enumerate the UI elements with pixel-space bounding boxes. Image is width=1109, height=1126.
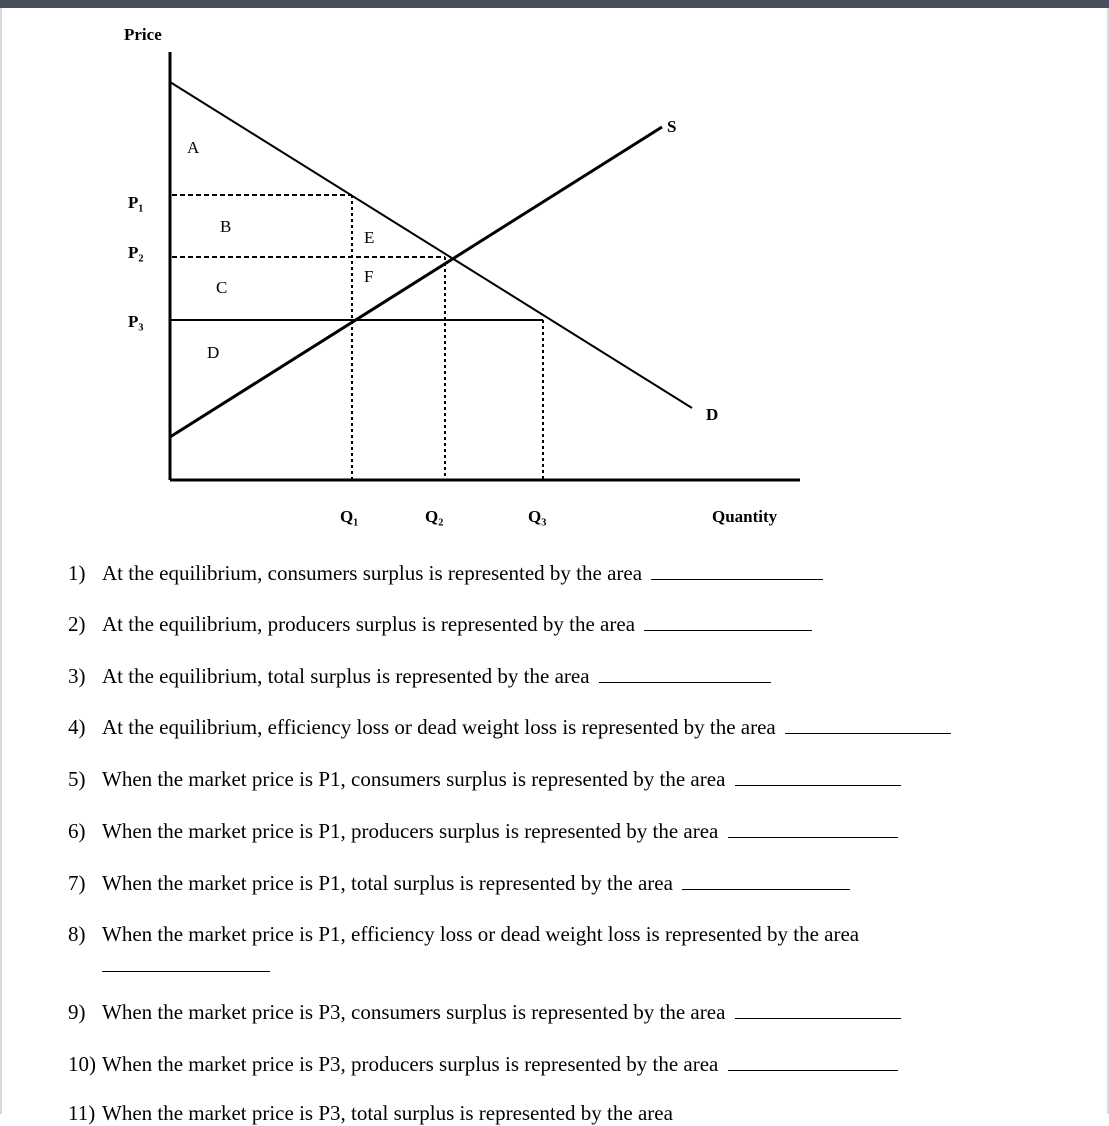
- question-5: [68, 766, 901, 792]
- answer-blank[interactable]: [785, 715, 951, 734]
- question-text: When the market price is P1, producers surplus is represented by the area: [102, 819, 719, 843]
- question-3: [68, 663, 771, 689]
- demand-curve-label: D: [706, 405, 719, 424]
- question-text: At the equilibrium, producers surplus is represented by the area: [102, 612, 636, 636]
- area-label-e: E: [364, 228, 375, 247]
- supply-curve: [170, 127, 662, 437]
- price-label-p2: P₂: [128, 243, 144, 262]
- question-8: [68, 921, 859, 947]
- question-number: 6): [68, 819, 86, 843]
- y-axis-label: Price: [124, 25, 162, 44]
- demand-curve: [170, 82, 692, 408]
- question-4: [68, 714, 951, 740]
- area-label-f: F: [364, 267, 374, 286]
- answer-blank[interactable]: [651, 561, 823, 580]
- answer-blank[interactable]: [728, 819, 898, 838]
- question-2: [68, 611, 812, 637]
- question-11: [68, 1100, 673, 1126]
- question-number: 1): [68, 561, 86, 585]
- area-label-d: D: [207, 343, 220, 362]
- question-number: 2): [68, 612, 86, 636]
- question-text: At the equilibrium, efficiency loss or dead weight loss is represented by the area: [102, 715, 776, 739]
- question-number: 11): [68, 1101, 96, 1125]
- question-number: 7): [68, 871, 86, 895]
- question-1: [68, 560, 823, 586]
- answer-blank[interactable]: [102, 970, 270, 972]
- question-number: 9): [68, 1000, 86, 1024]
- answer-blank[interactable]: [728, 1052, 898, 1071]
- quantity-label-q2: Q₂: [425, 507, 444, 526]
- answer-blank[interactable]: [644, 612, 812, 631]
- price-label-p1: P₁: [128, 193, 144, 212]
- question-text: At the equilibrium, consumers surplus is represented by the area: [102, 561, 643, 585]
- quantity-label-q3: Q₃: [528, 507, 547, 526]
- x-axis-label: Quantity: [712, 507, 778, 526]
- question-text: When the market price is P1, total surplus is represented by the area: [102, 871, 673, 895]
- question-text: When the market price is P1, efficiency loss or dead weight loss is represented by the area: [102, 922, 860, 946]
- question-number: 5): [68, 767, 86, 791]
- area-label-a: A: [187, 138, 200, 157]
- question-number: 4): [68, 715, 86, 739]
- question-number: 8): [68, 922, 86, 946]
- supply-curve-label: S: [667, 117, 677, 136]
- question-text: When the market price is P1, consumers surplus is represented by the area: [102, 767, 726, 791]
- question-text: When the market price is P3, consumers surplus is represented by the area: [102, 1000, 726, 1024]
- answer-blank[interactable]: [599, 664, 771, 683]
- question-10: [68, 1051, 898, 1077]
- question-number: 10): [68, 1052, 96, 1076]
- price-label-p3: P₃: [128, 312, 144, 331]
- question-text: When the market price is P3, total surplus is represented by the area: [102, 1101, 673, 1125]
- area-label-c: C: [216, 278, 228, 297]
- area-label-b: B: [220, 217, 232, 236]
- question-9: [68, 999, 901, 1025]
- answer-blank[interactable]: [735, 1000, 901, 1019]
- question-text: When the market price is P3, producers surplus is represented by the area: [102, 1052, 719, 1076]
- question-number: 3): [68, 664, 86, 688]
- question-6: [68, 818, 898, 844]
- question-text: At the equilibrium, total surplus is represented by the area: [102, 664, 590, 688]
- answer-blank[interactable]: [735, 767, 901, 786]
- question-7: [68, 870, 850, 896]
- answer-blank[interactable]: [682, 871, 850, 890]
- supply-demand-graph: [0, 0, 1109, 540]
- quantity-label-q1: Q₁: [340, 507, 359, 526]
